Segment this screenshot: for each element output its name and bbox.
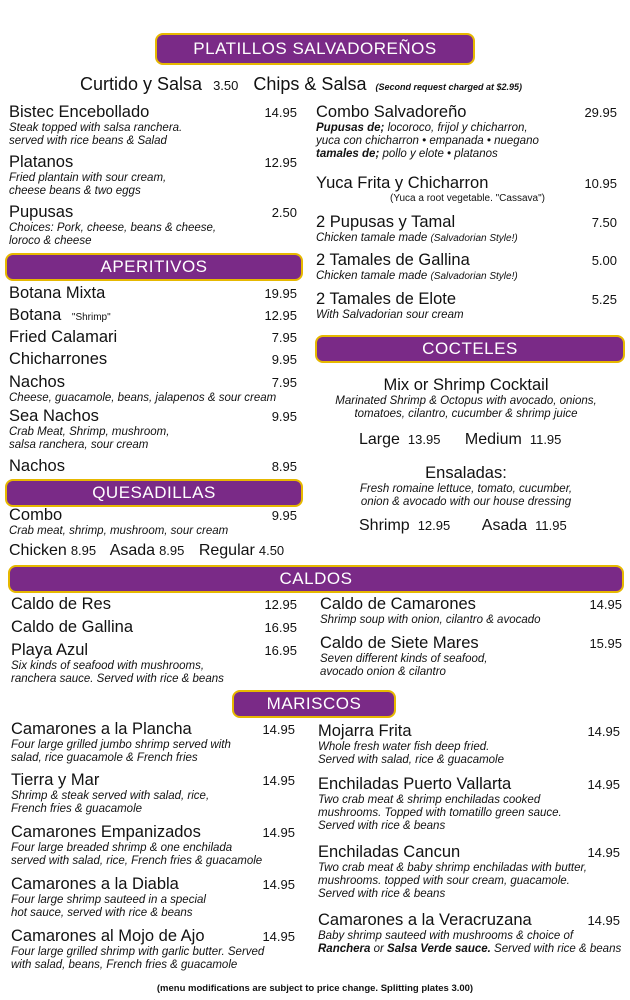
item-desc: Four large grilled shrimp with garlic butter. Served	[11, 946, 265, 958]
item-price: 29.95	[584, 105, 617, 120]
caldo-item	[11, 595, 297, 614]
item-name: Tierra y Mar	[11, 771, 100, 789]
chips-note: (Second request charged at $2.95)	[375, 82, 523, 92]
item-name: 2 Pupusas y Tamal	[316, 213, 456, 231]
aperitivo-item	[9, 306, 297, 327]
name-text: Botana	[9, 306, 62, 324]
item-desc: mushrooms. topped with sour cream, guacamole.	[318, 875, 570, 887]
item-price: 12.95	[264, 155, 297, 170]
item-desc	[316, 270, 617, 283]
item-desc: Two crab meat & baby shrimp enchiladas with butter,	[318, 862, 587, 874]
marisco-item	[11, 771, 295, 816]
item-name: Nachos	[9, 457, 65, 475]
size-price: 11.95	[529, 432, 562, 447]
item-desc: salad, rice guacamole & French fries	[11, 752, 198, 764]
marisco-item	[318, 911, 620, 956]
desc-text: or	[370, 943, 388, 955]
platillo-item	[316, 174, 617, 204]
item-desc: Six kinds of seafood with mushrooms,	[11, 660, 205, 672]
banner-mariscos: MARISCOS	[232, 690, 396, 718]
item-name: Bistec Encebollado	[9, 103, 150, 121]
item-desc: (Yuca a root vegetable. "Cassava")	[390, 193, 545, 204]
item-price: 14.95	[587, 724, 620, 739]
marisco-item	[318, 722, 620, 767]
item-desc: mushrooms. Topped with tomatillo green sauce.	[318, 807, 562, 819]
item-price: 7.50	[591, 215, 617, 230]
chips-name: Chips & Salsa	[253, 74, 367, 94]
item-name: Chicharrones	[9, 350, 108, 368]
item-desc: yuca con chicharron • empanada • nuegano	[316, 135, 539, 147]
curtido-price: 3.50	[213, 78, 239, 93]
item-price: 12.95	[264, 597, 297, 612]
marisco-item	[11, 720, 295, 765]
cocktail-desc: Marinated Shrimp & Octopus with avocado, onions,	[335, 395, 597, 407]
item-name: Playa Azul	[11, 641, 89, 659]
desc-bold: Ranchera	[318, 943, 371, 955]
item-name: Botana Mixta	[9, 284, 106, 302]
item-desc: French fries & guacamole	[11, 803, 143, 815]
item-price: 16.95	[264, 643, 297, 658]
desc-text: Chicken tamale made	[316, 270, 428, 282]
item-name: Camarones a la Veracruzana	[318, 911, 532, 929]
item-price: 14.95	[262, 877, 295, 892]
item-price: 2.50	[271, 205, 297, 220]
item-name: Fried Calamari	[9, 328, 118, 346]
top-line	[80, 74, 522, 95]
item-desc: served with salad, rice, French fries & guacamole	[11, 855, 263, 867]
item-name: Camarones a la Plancha	[11, 720, 192, 738]
aperitivo-item	[9, 328, 297, 347]
item-desc	[318, 943, 620, 956]
aperitivo-item	[9, 457, 297, 476]
item-name: Caldo de Gallina	[11, 618, 133, 636]
curtido-name: Curtido y Salsa	[80, 74, 203, 94]
name-note: "Shrimp"	[71, 312, 111, 323]
option-name: Chicken	[9, 542, 67, 559]
aperitivo-item	[9, 373, 297, 405]
option-name: Shrimp	[359, 517, 410, 534]
quesadilla-options	[9, 542, 302, 560]
option-price: 12.95	[417, 518, 451, 533]
platillo-item	[9, 153, 297, 198]
item-desc: Four large breaded shrimp & one enchilada	[11, 842, 233, 854]
ensaladas-options	[359, 517, 585, 535]
item-name: Yuca Frita y Chicharron	[316, 174, 489, 192]
banner-platillos: PLATILLOS SALVADOREÑOS	[155, 33, 475, 65]
item-desc: Fried plantain with sour cream,	[9, 172, 167, 184]
item-price: 7.95	[271, 375, 297, 390]
item-price: 10.95	[584, 176, 617, 191]
platillo-item	[316, 290, 617, 322]
caldo-item	[320, 634, 622, 679]
item-desc: served with rice beans & Salad	[9, 135, 167, 147]
item-name: Mojarra Frita	[318, 722, 412, 740]
marisco-item	[318, 775, 620, 833]
item-price: 14.95	[262, 825, 295, 840]
item-name: Camarones Empanizados	[11, 823, 201, 841]
item-desc: cheese beans & two eggs	[9, 185, 141, 197]
item-name: Enchiladas Cancun	[318, 843, 461, 861]
item-price: 14.95	[587, 913, 620, 928]
aperitivo-item	[9, 284, 297, 303]
marisco-item	[11, 875, 295, 920]
item-desc: Crab Meat, Shrimp, mushroom,	[9, 426, 170, 438]
desc-text: Chicken tamale made	[316, 232, 428, 244]
desc-text: pollo y elote • platanos	[379, 148, 498, 160]
option-name: Asada	[481, 517, 528, 534]
item-desc: avocado onion & cilantro	[320, 666, 446, 678]
item-name: Pupusas	[9, 203, 74, 221]
item-desc: ranchera sauce. Served with rice & beans	[11, 673, 224, 685]
item-price: 16.95	[264, 620, 297, 635]
cocktail-desc: tomatoes, cilantro, cucumber & shrimp juice	[354, 408, 578, 420]
platillo-item	[316, 251, 617, 283]
item-name	[9, 306, 297, 327]
item-price: 14.95	[262, 722, 295, 737]
item-price: 19.95	[264, 286, 297, 301]
item-desc: Choices: Pork, cheese, beans & cheese,	[9, 222, 217, 234]
item-name: Combo	[9, 506, 63, 524]
item-desc: Steak topped with salsa ranchera.	[9, 122, 183, 134]
footer-note: (menu modifications are subject to price change. Splitting plates 3.00)	[156, 983, 474, 994]
item-price: 14.95	[587, 845, 620, 860]
item-name: Sea Nachos	[9, 407, 99, 425]
item-price: 14.95	[589, 597, 622, 612]
item-desc: salsa ranchera, sour cream	[9, 439, 149, 451]
item-name: Platanos	[9, 153, 74, 171]
aperitivo-item	[9, 350, 297, 369]
option-price: 8.95	[70, 543, 97, 558]
banner-quesadillas: QUESADILLAS	[5, 479, 303, 507]
item-name: Caldo de Siete Mares	[320, 634, 479, 652]
item-name: Enchiladas Puerto Vallarta	[318, 775, 512, 793]
cocteles-block	[316, 376, 616, 421]
item-name: Nachos	[9, 373, 65, 391]
desc-bold: Salsa Verde sauce.	[387, 943, 491, 955]
item-name: 2 Tamales de Elote	[316, 290, 457, 308]
banner-cocteles: COCTELES	[315, 335, 625, 363]
item-price: 12.95	[264, 308, 297, 323]
marisco-item	[11, 823, 295, 868]
item-name: 2 Tamales de Gallina	[316, 251, 470, 269]
item-price: 14.95	[587, 777, 620, 792]
size-price: 13.95	[407, 432, 441, 447]
item-name: Caldo de Res	[11, 595, 111, 613]
desc-text: Served with rice & beans	[490, 943, 622, 955]
desc-text: locoroco, frijol y chicharron,	[384, 122, 528, 134]
item-price: 15.95	[589, 636, 622, 651]
item-desc: Cheese, guacamole, beans, jalapenos & sour cream	[9, 392, 277, 404]
option-price: 4.50	[258, 543, 285, 558]
item-desc: Two crab meat & shrimp enchiladas cooked	[318, 794, 541, 806]
item-price: 7.95	[271, 330, 297, 345]
ensaladas-block	[316, 464, 616, 509]
item-price: 8.95	[271, 459, 297, 474]
option-name: Asada	[109, 542, 156, 559]
platillo-item	[316, 213, 617, 245]
item-price: 9.95	[271, 508, 297, 523]
caldo-item	[11, 618, 297, 637]
item-desc: Shrimp soup with onion, cilantro & avocado	[320, 614, 541, 626]
banner-caldos: CALDOS	[8, 565, 624, 593]
ensaladas-desc: Fresh romaine lettuce, tomato, cucumber,	[359, 483, 573, 495]
item-desc: Seven different kinds of seafood,	[320, 653, 488, 665]
item-desc: loroco & cheese	[9, 235, 92, 247]
desc-bold: tamales de;	[316, 148, 380, 160]
size-name: Large	[359, 431, 400, 448]
item-desc: Four large grilled jumbo shrimp served with	[11, 739, 231, 751]
item-desc: Whole fresh water fish deep fried.	[318, 741, 490, 753]
item-price: 14.95	[262, 773, 295, 788]
item-desc	[316, 232, 617, 245]
ensaladas-desc: onion & avocado with our house dressing	[360, 496, 572, 508]
ensaladas-title: Ensaladas:	[425, 464, 507, 482]
cocktail-sizes	[359, 431, 579, 449]
item-desc: Served with rice & beans	[318, 888, 446, 900]
item-name: Camarones a la Diabla	[11, 875, 179, 893]
option-name: Regular	[198, 542, 255, 559]
platillo-item	[9, 103, 297, 148]
item-desc	[316, 148, 617, 161]
item-desc: Crab meat, shrimp, mushroom, sour cream	[9, 525, 229, 537]
option-price: 8.95	[159, 543, 185, 558]
size-name: Medium	[464, 431, 522, 448]
item-price: 9.95	[271, 409, 297, 424]
aperitivo-item	[9, 407, 297, 452]
item-price: 14.95	[262, 929, 295, 944]
item-price: 5.25	[591, 292, 617, 307]
marisco-item	[318, 843, 620, 901]
item-desc: Four large shrimp sauteed in a special	[11, 894, 206, 906]
marisco-item	[11, 927, 295, 972]
desc-note: (Salvadorian Style!)	[430, 271, 518, 282]
platillo-item	[9, 203, 297, 248]
item-desc: Shrimp & steak served with salad, rice,	[11, 790, 210, 802]
item-name: Combo Salvadoreño	[316, 103, 467, 121]
item-desc: hot sauce, served with rice & beans	[11, 907, 193, 919]
item-price: 9.95	[271, 352, 297, 367]
item-desc	[316, 122, 617, 135]
option-price: 11.95	[535, 518, 567, 533]
cocktail-title: Mix or Shrimp Cocktail	[383, 376, 549, 394]
quesadilla-combo	[9, 506, 297, 538]
item-name: Caldo de Camarones	[320, 595, 476, 613]
item-desc: Served with salad, rice & guacamole	[318, 754, 505, 766]
banner-aperitivos: APERITIVOS	[5, 253, 303, 281]
item-price: 14.95	[264, 105, 297, 120]
combo-salvadoreno	[316, 103, 617, 161]
caldo-item	[320, 595, 622, 627]
desc-bold: Pupusas de;	[316, 122, 385, 134]
item-price: 5.00	[591, 253, 617, 268]
desc-note: (Salvadorian Style!)	[430, 233, 518, 244]
item-desc: Served with rice & beans	[318, 820, 446, 832]
item-desc: with salad, beans, French fries & guacamole	[11, 959, 238, 971]
item-name: Camarones al Mojo de Ajo	[11, 927, 205, 945]
item-desc: With Salvadorian sour cream	[316, 309, 464, 321]
item-desc: Baby shrimp sauteed with mushrooms & choice of	[318, 930, 574, 942]
caldo-item	[11, 641, 297, 686]
